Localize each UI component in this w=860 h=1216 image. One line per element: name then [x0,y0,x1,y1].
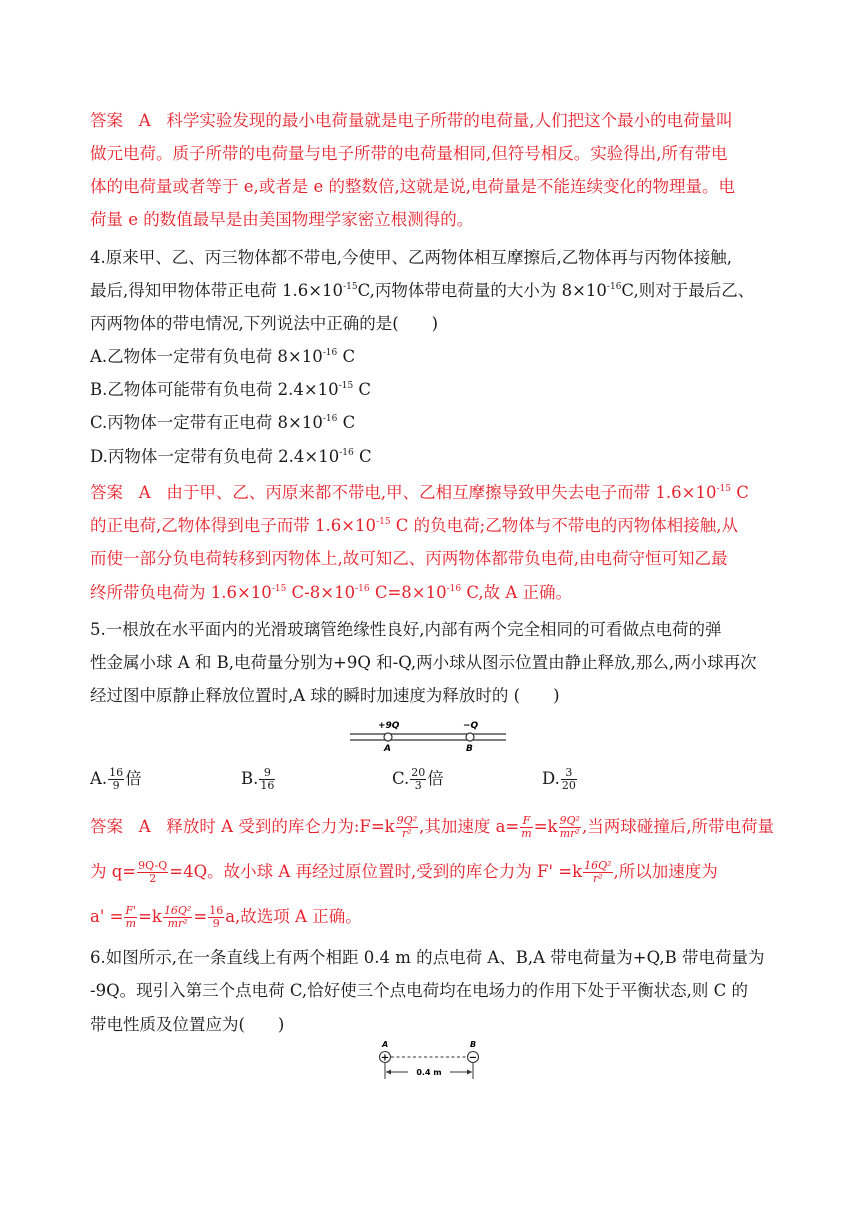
question-4-line-2: 最后,得知甲物体带正电荷 $1.6\times 10^{-15}C$,丙物体带电荷量的大小为 $8\times 10^{-16}C$,则对于最后乙、 [90,281,755,300]
question-5-option-c: C. $\frac{20}{3}$ 倍 [392,766,444,792]
answer-4-line-3: 而使一部分负电荷转移到丙物体上,故可知乙、丙两物体都带负电荷,由电荷守恒可知乙最 [90,549,728,568]
answer-3-line-3: 体的电荷量或者等于 e,或者是 e 的整数倍,这就是说,电荷量是不能连续变化的物理量。电 [90,177,735,196]
ball-a-label: A [384,744,391,752]
distance-label: 0.4 m [416,1068,442,1077]
minus-icon: − [468,1052,478,1064]
answer-4-line-1: 答案 A 由于甲、乙、丙原来都不带电,甲、乙相互摩擦导致甲失去电子而带 $1.6\times 10^{-15}$ C [90,483,749,502]
answer-3-line-2: 做元电荷。质子所带的电荷量与电子所带的电荷量相同,但符号相反。实验得出,所有带电 [90,144,728,163]
question-4-line-1: 4.原来甲、乙、丙三物体都不带电,今使甲、乙两物体相互摩擦后,乙物体再与丙物体接触, [90,248,732,267]
answer-text: 科学实验发现的最小电荷量就是电子所带的电荷量,人们把这个最小的电荷量叫 [166,111,733,130]
question-4-option-a: A.乙物体一定带有负电荷 $8\times 10^{-16}$ C [90,347,356,366]
ball-b-charge-label: −Q [463,721,479,731]
answer-4-line-4: 终所带负电荷为 $1.6\times 10^{-15}$ $C-8\times 10^{-16}$ $C=8\times 10^{-16}$ C,故 A 正确。 [90,583,573,602]
question-6-line-2: -9Q。现引入第三个点电荷 C,恰好使三个点电荷均在电场力的作用下处于平衡状态,则 C 的 [90,981,748,1000]
answer-5-line-1: 答案 A 释放时 A 受到的库仑力为:F=k $\frac{\text{9Q²}}{\text{r²}}$ ,其加速度 a= $\frac{F}{m}$ =k $\frac{\text{9Q²}}{\text{mr²}}$ ,当两球碰撞后,所带电荷量 [90,814,774,840]
ball-b-label: B [466,744,473,752]
question-4-line-3: 丙两物体的带电情况,下列说法中正确的是( ) [90,314,439,333]
question-6-line-1: 6.如图所示,在一条直线上有两个相距 0.4 m 的点电荷 A、B,A 带电荷量为+Q,B 带电荷量为 [90,948,765,967]
question-5-option-a: A. $\frac{16}{9}$ 倍 [90,766,142,792]
question-5-line-2: 性金属小球 A 和 B,电荷量分别为+9Q 和-Q,两小球从图示位置由静止释放,那么,两小球再次 [90,653,757,672]
ball-a [384,733,392,741]
answer-5-line-3: a' = $\frac{F'}{m}$ =k $\frac{\text{16Q²}}{\text{mr²}}$ = $\frac{16}{9}$ a,故选项 A 正确。 [90,904,362,930]
answer-label: 答案 [90,111,123,130]
arrow-right-icon [467,1070,472,1075]
arrow-left-icon [386,1070,391,1075]
answer-4-line-2: 的正电荷,乙物体得到电子而带 $1.6\times 10^{-15}$ C 的负电荷;乙物体与不带电的丙物体相接触,从 [90,516,738,535]
question-4-option-b: B.乙物体可能带有负电荷 $2.4\times 10^{-15}$ C [90,380,372,399]
question-5-option-d: D. $\frac{3}{20}$ [542,766,576,792]
question-5-option-b: B. $\frac{9}{16}$ [241,766,275,792]
answer-label: 答案 [90,483,123,502]
answer-letter: A [138,817,151,836]
answer-letter: A [138,111,151,130]
question-4-option-d: D.丙物体一定带有负电荷 $2.4\times 10^{-16}$ C [90,447,372,466]
answer-letter: A [138,483,151,502]
answer-5-line-2: 为 q= $\frac{9Q-Q}{2}$ =4Q。故小球 A 再经过原位置时,受到的库仑力为 F' =k $\frac{\text{16Q²}}{\text{r²}}$ ,所以加速度为 [90,859,718,885]
question-5-line-3: 经过图中原静止释放位置时,A 球的瞬时加速度为释放时的 ( ) [90,686,560,705]
question-5-line-1: 5.一根放在水平面内的光滑玻璃管绝缘性良好,内部有两个完全相同的可看做点电荷的弹 [90,620,722,639]
ball-a-charge-label: +9Q [378,721,400,731]
answer-3-line-1 [90,105,733,137]
question-6-line-3: 带电性质及位置应为( ) [90,1015,285,1034]
charge-a-label: A [382,1040,389,1049]
answer-3-line-4: 荷量 e 的数值最早是由美国物理学家密立根测得的。 [90,210,474,229]
answer-label: 答案 [90,817,123,836]
question-4-option-c: C.丙物体一定带有正电荷 $8\times 10^{-16}$ C [90,413,356,432]
charges-figure [372,1038,484,1084]
charge-b-label: B [470,1040,477,1049]
plus-icon: + [380,1052,390,1064]
ball-b [466,733,474,741]
tube-figure [348,716,508,752]
